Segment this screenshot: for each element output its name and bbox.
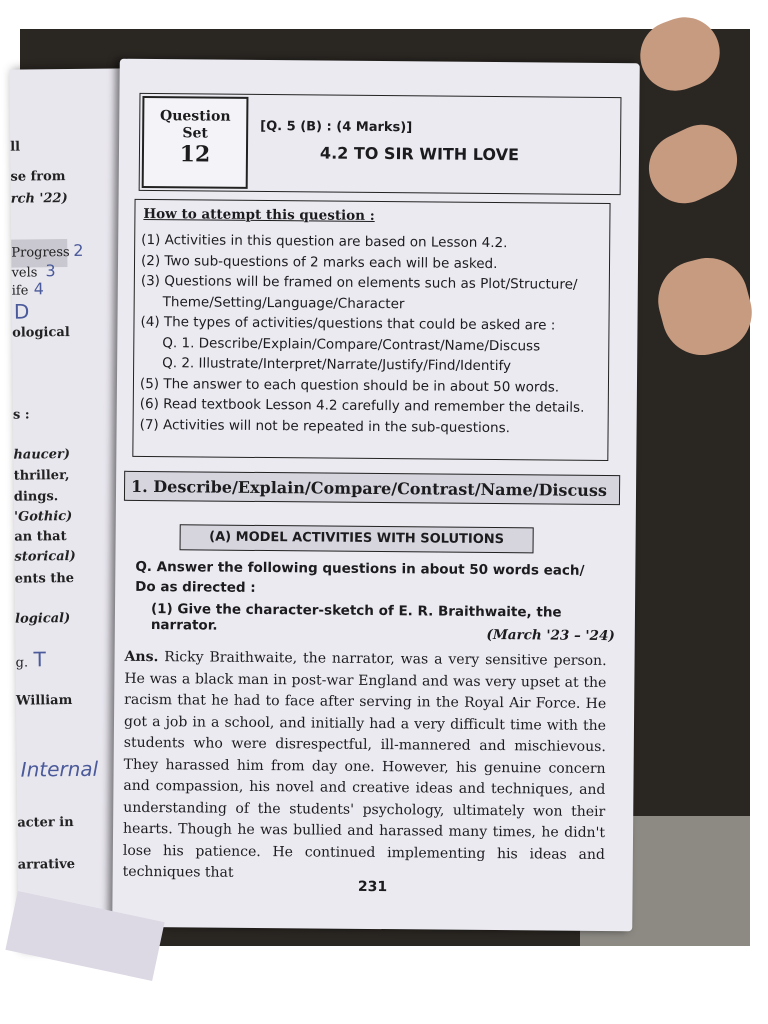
instruction-item: (5) The answer to each question should be in about 50 words. <box>139 375 560 396</box>
prev-text-line: logical) <box>15 611 71 627</box>
answer-prefix: Ans. <box>124 648 159 666</box>
handwritten-mark: T <box>33 647 46 672</box>
question-header <box>139 93 622 195</box>
prev-text-line: g. <box>15 655 29 671</box>
prev-text-line: arrative <box>17 857 76 873</box>
model-activities-heading: (A) MODEL ACTIVITIES WITH SOLUTIONS <box>180 524 534 553</box>
instruction-item: Q. 2. Illustrate/Interpret/Narrate/Justify/Find/Identify <box>162 355 512 375</box>
prev-text-line: ological <box>12 325 70 341</box>
instruction-item: (7) Activities will not be repeated in the sub-questions. <box>139 416 511 436</box>
prev-text-line: Progress <box>11 245 70 261</box>
question-set-label: Question <box>159 108 231 125</box>
finger <box>637 113 748 214</box>
section-heading: 1. Describe/Explain/Compare/Contrast/Name/Discuss <box>124 471 620 505</box>
handwritten-mark: 4 <box>33 279 44 299</box>
instruction-item: (2) Two sub-questions of 2 marks each will be asked. <box>140 252 498 272</box>
photo-background <box>10 29 750 946</box>
instructions-list <box>140 230 604 439</box>
question-set-number: 12 <box>179 141 211 168</box>
prev-text-line: ll <box>10 139 21 155</box>
how-to-attempt-box <box>132 199 610 461</box>
instruction-item: Q. 1. Describe/Explain/Compare/Contrast/Name/Discuss <box>162 334 541 354</box>
marks-label: [Q. 5 (B) : (4 Marks)] <box>260 118 413 136</box>
prev-text-line: William <box>15 693 73 709</box>
handwritten-mark: 2 <box>73 240 84 260</box>
prev-text-line: acter in <box>17 815 74 831</box>
prev-text-line: 'Gothic) <box>14 509 73 525</box>
prev-text-line: ife <box>11 283 29 299</box>
thumb <box>630 7 729 100</box>
handwritten-mark: Internal <box>20 756 99 782</box>
prev-text-line: ents the <box>14 571 75 587</box>
exam-date: (March '23 – '24) <box>486 626 615 645</box>
prev-text-line: dings. <box>13 489 59 505</box>
answer-paragraph <box>123 647 607 888</box>
instruction-item: (1) Activities in this question are based on Lesson 4.2. <box>141 231 508 252</box>
instruction-item: (3) Questions will be framed on elements such as Plot/Structure/ <box>140 272 578 293</box>
chapter-title: 4.2 TO SIR WITH LOVE <box>319 143 520 165</box>
answer-text: Ricky Braithwaite, the narrator, was a very sensitive person. He was a black man in post-war England and was very upset at the racism that he had to face after serving in the Royal Air Force. He got a job in a school, and initially had a very difficult time with the students who were disrespectful, ill-mannered and mischievous. They harassed him from day one. However, his genuine concern and compassion, his novel and creative ideas and techniques, and understanding of the students' psychology, ultimately won their hearts. Though he was bullied and harassed many times, he didn't lose his patience. He continued implementing his ideas and techniques that <box>122 649 607 881</box>
question-instruction: Q. Answer the following questions in about 50 words each/ Do as directed : <box>135 558 585 596</box>
prev-text-line: storical) <box>14 548 76 565</box>
sub-question: (1) Give the character-sketch of E. R. Braithwaite, the narrator. <box>150 601 562 634</box>
page-number: 231 <box>357 878 388 896</box>
prev-text-line: thriller, <box>13 468 70 484</box>
handwritten-mark: D <box>13 299 30 324</box>
prev-text-line: vels <box>11 265 38 281</box>
instruction-item: (6) Read textbook Lesson 4.2 carefully and remember the details. <box>139 395 585 416</box>
instruction-item: Theme/Setting/Language/Character <box>162 293 405 312</box>
prev-text-line: haucer) <box>13 447 71 463</box>
book-page <box>112 59 640 932</box>
prev-text-line: s : <box>12 407 30 423</box>
question-set-sublabel: Set <box>182 125 208 142</box>
prev-text-line: an that <box>14 529 67 545</box>
prev-text-line: se from <box>10 169 66 185</box>
prev-text-line: rch '22) <box>10 191 68 207</box>
instruction-item: (4) The types of activities/questions that could be asked are : <box>140 313 556 334</box>
question-set-box <box>142 96 249 189</box>
handwritten-mark: 3 <box>45 261 56 281</box>
how-to-attempt-title: How to attempt this question : <box>143 205 375 224</box>
finger <box>649 249 761 364</box>
